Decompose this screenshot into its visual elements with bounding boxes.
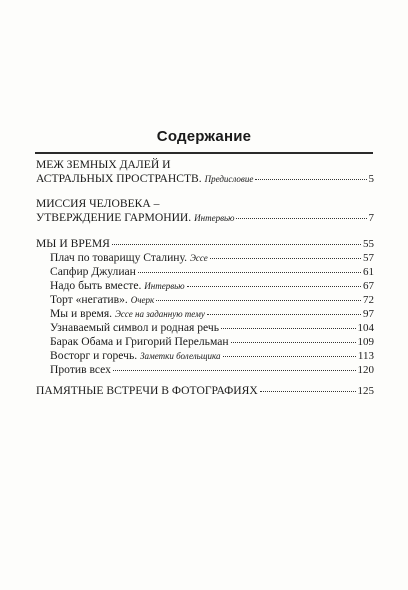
toc-section-1-line1: МЕЖ ЗЕМНЫХ ДАЛЕЙ И xyxy=(36,158,171,171)
leader-dots xyxy=(207,314,361,315)
leader-dots xyxy=(210,258,361,259)
toc-item: Плач по товарищу Сталину. Эссе 57 xyxy=(50,251,374,264)
toc-section-4-heading: ПАМЯТНЫЕ ВСТРЕЧИ В ФОТОГРАФИЯХ 125 xyxy=(36,384,374,397)
page-number: 72 xyxy=(363,294,374,306)
toc-item: Против всех 120 xyxy=(50,363,374,376)
page-number: 57 xyxy=(363,252,374,264)
leader-dots xyxy=(231,342,356,343)
toc-item: Мы и время. Эссе на заданную тему 97 xyxy=(50,307,374,320)
page-number: 67 xyxy=(363,280,374,292)
page-number: 61 xyxy=(363,266,374,278)
leader-dots xyxy=(113,370,356,371)
leader-dots xyxy=(260,391,356,392)
page-number: 5 xyxy=(368,173,374,185)
page-number: 113 xyxy=(357,350,374,362)
page-number: 55 xyxy=(363,238,374,250)
title-rule xyxy=(35,152,373,154)
toc-section-3-heading: МЫ И ВРЕМЯ 55 xyxy=(36,237,374,250)
toc-section-2-line2: УТВЕРЖДЕНИЕ ГАРМОНИИ. Интервью 7 xyxy=(36,211,374,224)
leader-dots xyxy=(156,300,361,301)
page-title: Содержание xyxy=(156,128,252,145)
leader-dots xyxy=(221,328,356,329)
leader-dots xyxy=(255,179,366,180)
toc-item: Узнаваемый символ и родная речь 104 xyxy=(50,321,374,334)
toc-item: Торт «негатив». Очерк 72 xyxy=(50,293,374,306)
leader-dots xyxy=(187,286,361,287)
page-number: 120 xyxy=(357,364,374,376)
toc-item: Восторг и горечь. Заметки болельщика 113 xyxy=(50,349,374,362)
leader-dots xyxy=(236,218,366,219)
page-number: 97 xyxy=(363,308,374,320)
toc-item: Барак Обама и Григорий Перельман 109 xyxy=(50,335,374,348)
page-number: 125 xyxy=(357,385,374,397)
page-number: 109 xyxy=(357,336,374,348)
toc-item: Надо быть вместе. Интервью 67 xyxy=(50,279,374,292)
toc-section-2-line1: МИССИЯ ЧЕЛОВЕКА – xyxy=(36,197,160,210)
leader-dots xyxy=(112,244,361,245)
page-number: 104 xyxy=(357,322,374,334)
toc-item: Сапфир Джулиан 61 xyxy=(50,265,374,278)
leader-dots xyxy=(223,356,356,357)
toc-section-1-line2: АСТРАЛЬНЫХ ПРОСТРАНСТВ. Предисловие 5 xyxy=(36,172,374,185)
page-number: 7 xyxy=(368,212,374,224)
leader-dots xyxy=(138,272,361,273)
